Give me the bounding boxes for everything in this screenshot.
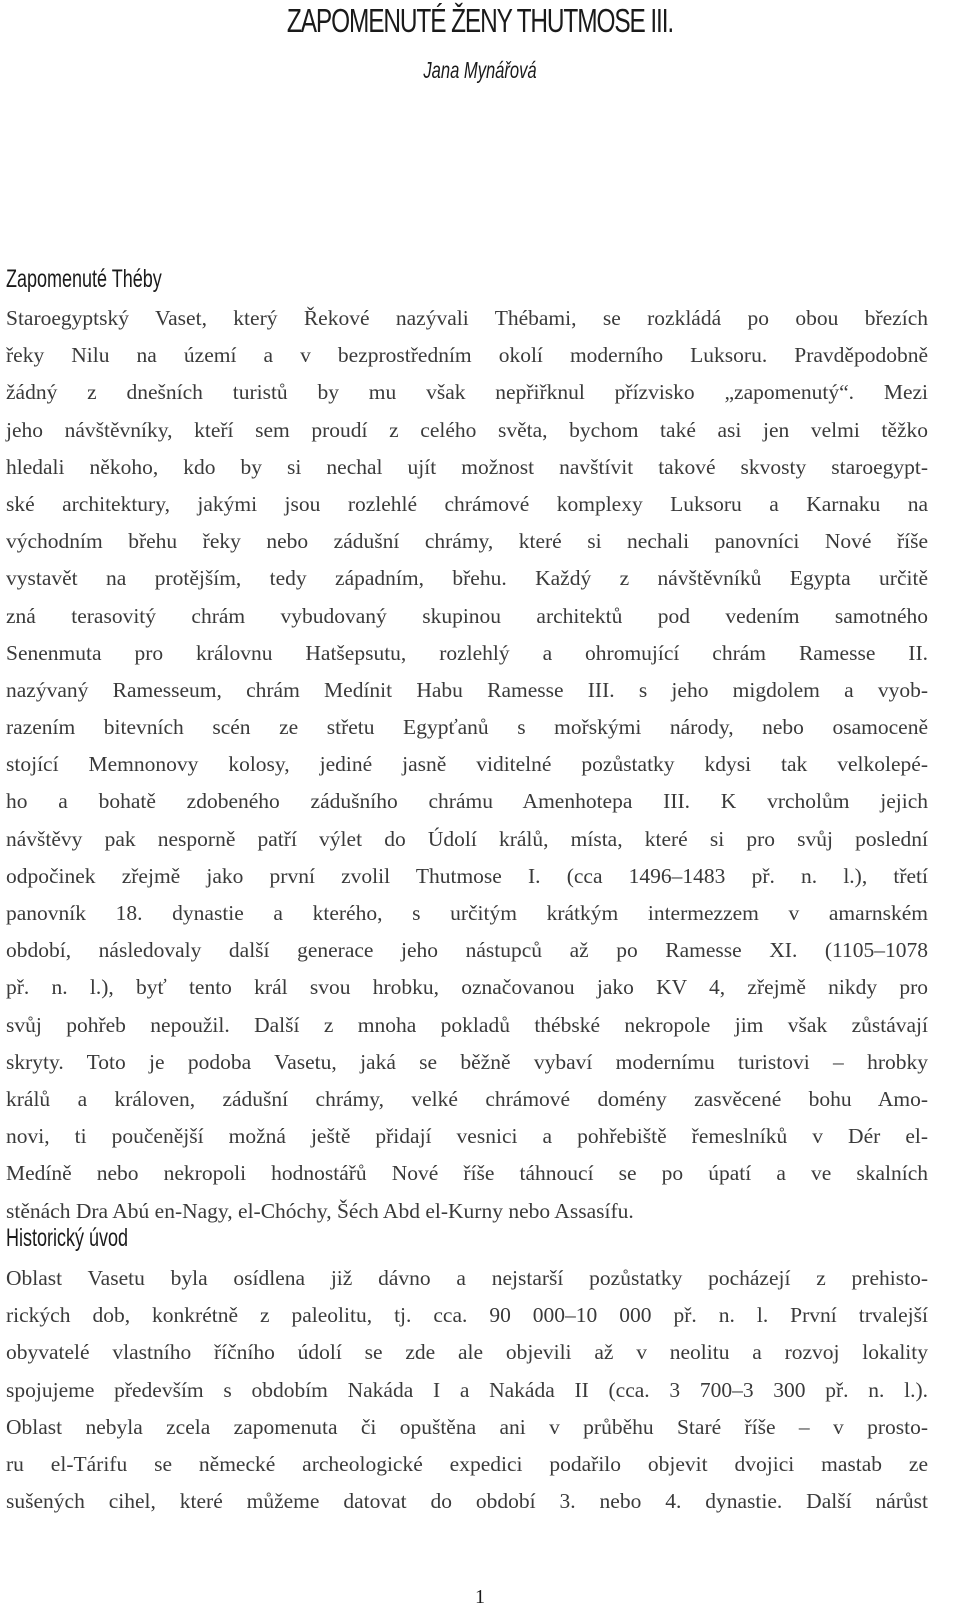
document-author: Jana Mynářová: [423, 57, 537, 83]
page-number: 1: [475, 1586, 485, 1608]
paragraph-line: období, následovaly další generace jeho nástupců až po Ramesse XI. (1105–1078: [6, 938, 928, 963]
paragraph-line: razením bitevních scén ze střetu Egypťanů s mořskými národy, nebo osamoceně: [6, 715, 928, 740]
paragraph-line: Medíně nebo nekropoli hodnostářů Nové říše táhnoucí se po úpatí a ve skalních: [6, 1161, 928, 1186]
paragraph-line: ho a bohatě zdobeného zádušního chrámu Amenhotepa III. K vrcholům jejich: [6, 789, 928, 814]
paragraph-line: odpočinek zřejmě jako první zvolil Thutmose I. (cca 1496–1483 př. n. l.), třetí: [6, 863, 928, 888]
paragraph-line: stojící Memnonovy kolosy, jediné jasně viditelné pozůstatky kdysi tak velkolepé-: [6, 752, 928, 777]
section-heading-historicky-uvod: Historický úvod: [6, 1224, 129, 1252]
paragraph-line: Oblast nebyla zcela zapomenuta či opuštěna ani v průběhu Staré říše – v prosto-: [6, 1414, 928, 1439]
section-paragraph-historicky-uvod: [6, 1260, 928, 1520]
paragraph-line: panovník 18. dynastie a kterého, s určitým krátkým intermezzem v amarnském: [6, 901, 928, 925]
document-title: ZAPOMENUTÉ ŽENY THUTMOSE III.: [286, 2, 674, 39]
paragraph-line: Oblast Vasetu byla osídlena již dávno a nejstarší pozůstatky pocházejí z prehisto-: [6, 1266, 928, 1290]
paragraph-line: svůj pohřeb nepoužil. Další z mnoha pokladů thébské nekropole jim však zůstávají: [6, 1012, 928, 1037]
paragraph-line: ské architektury, jakými jsou rozlehlé chrámové komplexy Luksoru a Karnaku na: [6, 491, 928, 516]
paragraph-line: žádný z dnešních turistů by mu však nepřiřknul přízvisko „zapomenutý“. Mezi: [6, 380, 928, 405]
paragraph-line: stěnách Dra Abú en-Nagy, el-Chóchy, Šéch Abd el-Kurny nebo Assasífu.: [6, 1198, 634, 1223]
paragraph-line: návštěvy pak nesporně patří výlet do Údolí králů, místa, které si pro svůj poslední: [6, 826, 928, 851]
paragraph-line: novi, ti poučenější možná ještě přidají vesnici a pohřebiště řemeslníků v Dér el-: [6, 1124, 928, 1149]
paragraph-line: rických dob, konkrétně z paleolitu, tj. cca. 90 000–10 000 př. n. l. První trvalejší: [6, 1303, 928, 1328]
paragraph-line: nazývaný Ramesseum, chrám Medínit Habu Ramesse III. s jeho migdolem a vyob-: [6, 677, 928, 702]
paragraph-line: Staroegyptský Vaset, který Řekové nazývali Thébami, se rozkládá po obou březích: [6, 306, 928, 330]
paragraph-line: spojujeme především s obdobím Nakáda I a Nakáda II (cca. 3 700–3 300 př. n. l.).: [6, 1377, 928, 1402]
paragraph-line: východním břehu řeky nebo zádušní chrámy, které si nechali panovníci Nové říše: [6, 529, 928, 554]
paragraph-line: obyvatelé vlastního říčního údolí se zde ale objevili až v neolitu a rozvoj lokality: [6, 1340, 928, 1365]
paragraph-line: řeky Nilu na území a v bezprostředním okolí moderního Luksoru. Pravděpodobně: [6, 343, 928, 368]
paragraph-line: hledali někoho, kdo by si nechal ujít možnost navštívit takové skvosty staroegypt-: [6, 454, 928, 479]
paragraph-line: ru el-Tárifu se německé archeologické expedici podařilo objevit dvojici mastab ze: [6, 1451, 928, 1476]
paragraph-line: králů a královen, zádušní chrámy, velké chrámové domény zasvěcené bohu Amo-: [6, 1086, 928, 1111]
paragraph-line: sušených cihel, které můžeme datovat do období 3. nebo 4. dynastie. Další nárůst: [6, 1489, 928, 1514]
paragraph-line: jeho návštěvníky, kteří sem proudí z celého světa, bychom také asi jen velmi těžko: [6, 417, 928, 442]
section-heading-zapomenute-theby: Zapomenuté Théby: [6, 265, 162, 293]
paragraph-line: vystavět na protějším, tedy západním, břehu. Každý z návštěvníků Egypta určitě: [6, 566, 928, 591]
paragraph-line: Senenmuta pro královnu Hatšepsutu, rozlehlý a ohromující chrám Ramesse II.: [6, 640, 928, 665]
paragraph-line: zná terasovitý chrám vybudovaný skupinou architektů pod vedením samotného: [6, 603, 928, 628]
section-paragraph-zapomenute-theby: [6, 300, 928, 1230]
paragraph-line: skryty. Toto je podoba Vasetu, jaká se běžně vybaví modernímu turistovi – hrobky: [6, 1049, 928, 1074]
paragraph-line: př. n. l.), byť tento král svou hrobku, označovanou jako KV 4, zřejmě nikdy pro: [6, 975, 928, 1000]
